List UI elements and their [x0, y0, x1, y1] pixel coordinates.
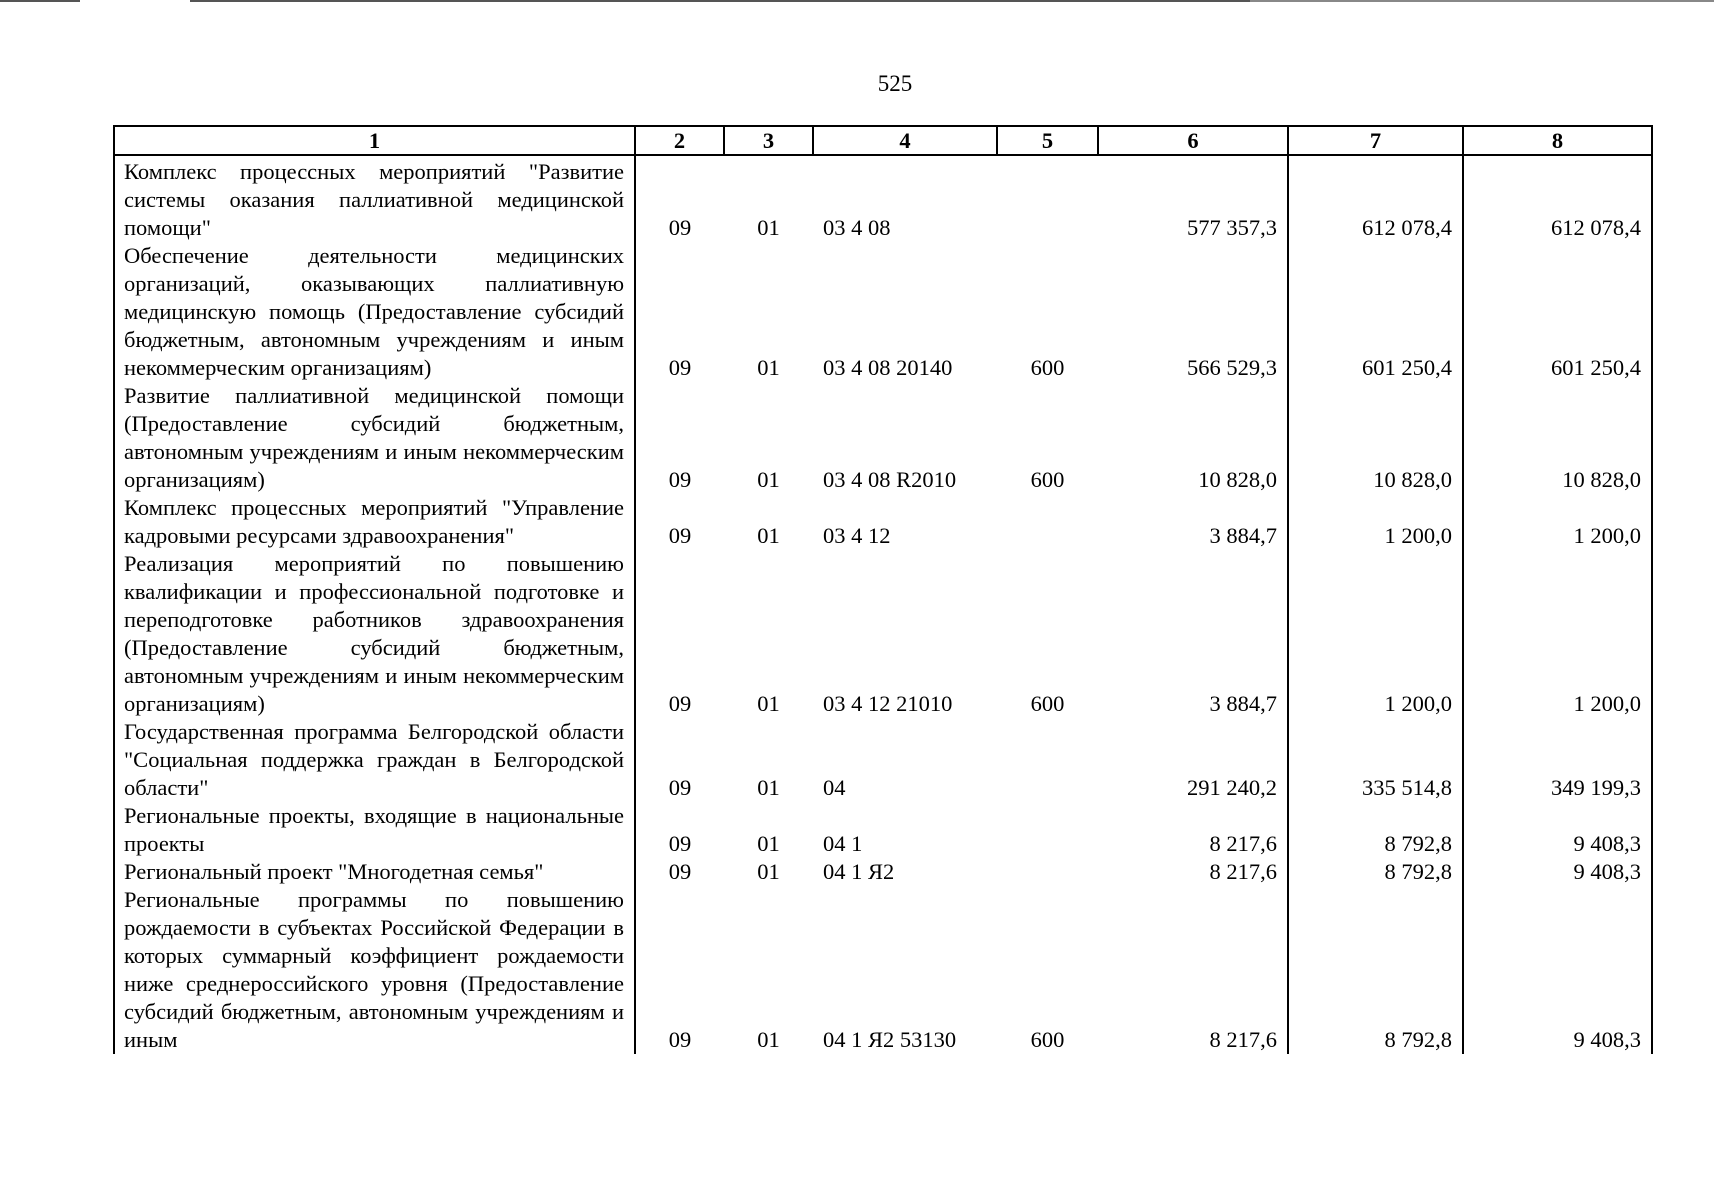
column-header: 3 [724, 126, 813, 155]
cell-amount-year-3: 9 408,3 [1463, 886, 1652, 1054]
table-row [114, 858, 1652, 886]
cell-amount-year-1: 291 240,2 [1098, 718, 1288, 802]
cell-expense-type [997, 718, 1098, 802]
cell-amount-year-3: 9 408,3 [1463, 802, 1652, 858]
cell-amount-year-2: 8 792,8 [1288, 802, 1463, 858]
cell-amount-year-1: 8 217,6 [1098, 858, 1288, 886]
column-header: 8 [1463, 126, 1652, 155]
cell-target-article: 04 1 Я2 53130 [823, 1027, 957, 1052]
cell-amount-year-1: 8 217,6 [1098, 802, 1288, 858]
column-header: 2 [635, 126, 724, 155]
cell-section: 09 [668, 1027, 692, 1052]
cell-section: 09 [668, 215, 692, 240]
table-row [114, 242, 1652, 382]
cell-subsection: 01 [757, 355, 780, 380]
column-header: 5 [997, 126, 1098, 155]
cell-amount-year-3: 1 200,0 [1463, 550, 1652, 718]
cell-target-article: 03 4 12 [823, 523, 891, 548]
row-name: Государственная программа Белгородской области "Социальная поддержка граждан в Белгородской области" [114, 718, 635, 802]
table-row [114, 382, 1652, 494]
table-row [114, 155, 1652, 242]
row-name: Комплекс процессных мероприятий "Управление кадровыми ресурсами здравоохранения" [114, 494, 635, 550]
cell-subsection: 01 [757, 467, 780, 492]
cell-amount-year-2: 8 792,8 [1288, 858, 1463, 886]
column-header: 4 [813, 126, 997, 155]
row-name: Региональные проекты, входящие в национальные проекты [114, 802, 635, 858]
cell-expense-type [997, 858, 1098, 886]
cell-subsection: 01 [757, 691, 780, 716]
cell-expense-type [997, 155, 1098, 242]
cell-amount-year-2: 601 250,4 [1288, 242, 1463, 382]
cell-expense-type: 600 [1030, 691, 1065, 716]
cell-expense-type [997, 494, 1098, 550]
row-name: Обеспечение деятельности медицинских организаций, оказывающих паллиативную медицинскую помощь (Предоставление субсидий бюджетным, автономным учреждениям и иным некоммерческим организациям) [114, 242, 635, 382]
row-name: Региональный проект "Многодетная семья" [114, 858, 635, 886]
cell-section: 09 [668, 859, 692, 884]
cell-amount-year-3: 612 078,4 [1463, 155, 1652, 242]
scan-edge-line [190, 0, 1250, 2]
cell-subsection: 01 [757, 523, 780, 548]
cell-target-article: 03 4 08 [823, 215, 891, 240]
row-name: Развитие паллиативной медицинской помощи (Предоставление субсидий бюджетным, автономным учреждениям и иным некоммерческим организациям) [114, 382, 635, 494]
cell-subsection: 01 [757, 215, 780, 240]
cell-subsection: 01 [757, 1027, 780, 1052]
cell-section: 09 [668, 831, 692, 856]
cell-amount-year-2: 612 078,4 [1288, 155, 1463, 242]
cell-amount-year-1: 3 884,7 [1098, 494, 1288, 550]
row-name: Региональные программы по повышению рождаемости в субъектах Российской Федерации в которых суммарный коэффициент рождаемости ниже среднероссийского уровня (Предоставление субсидий бюджетным, автономным учреждениям и иным [114, 886, 635, 1054]
column-header: 6 [1098, 126, 1288, 155]
cell-subsection: 01 [757, 775, 780, 800]
cell-target-article: 03 4 08 20140 [823, 355, 953, 380]
cell-amount-year-2: 335 514,8 [1288, 718, 1463, 802]
cell-amount-year-1: 566 529,3 [1098, 242, 1288, 382]
scan-edge-line [0, 0, 80, 2]
cell-target-article: 04 1 Я2 [823, 859, 895, 884]
cell-subsection: 01 [757, 859, 780, 884]
page-number: 525 [877, 71, 913, 96]
cell-target-article: 04 1 [823, 831, 863, 856]
table-row [114, 718, 1652, 802]
cell-expense-type: 600 [1030, 355, 1065, 380]
column-header: 7 [1288, 126, 1463, 155]
table-row [114, 550, 1652, 718]
row-name: Комплекс процессных мероприятий "Развитие системы оказания паллиативной медицинской помощи" [114, 155, 635, 242]
table-body [114, 155, 1652, 1054]
cell-section: 09 [668, 775, 692, 800]
column-header: 1 [114, 126, 635, 155]
cell-amount-year-1: 8 217,6 [1098, 886, 1288, 1054]
table-row [114, 886, 1652, 1054]
cell-expense-type: 600 [1030, 1027, 1065, 1052]
cell-amount-year-2: 1 200,0 [1288, 494, 1463, 550]
cell-amount-year-3: 349 199,3 [1463, 718, 1652, 802]
cell-amount-year-2: 1 200,0 [1288, 550, 1463, 718]
cell-target-article: 03 4 12 21010 [823, 691, 953, 716]
cell-target-article: 03 4 08 R2010 [823, 467, 957, 492]
cell-amount-year-2: 10 828,0 [1288, 382, 1463, 494]
table-row [114, 802, 1652, 858]
scan-edge-line [1250, 0, 1714, 2]
budget-table [113, 125, 1653, 1054]
cell-expense-type: 600 [1030, 467, 1065, 492]
cell-amount-year-1: 10 828,0 [1098, 382, 1288, 494]
cell-section: 09 [668, 355, 692, 380]
cell-section: 09 [668, 467, 692, 492]
table-header-row [114, 126, 1652, 155]
cell-subsection: 01 [757, 831, 780, 856]
cell-amount-year-3: 9 408,3 [1463, 858, 1652, 886]
cell-section: 09 [668, 523, 692, 548]
table-row [114, 494, 1652, 550]
cell-amount-year-1: 3 884,7 [1098, 550, 1288, 718]
cell-target-article: 04 [823, 775, 846, 800]
cell-amount-year-2: 8 792,8 [1288, 886, 1463, 1054]
cell-amount-year-3: 10 828,0 [1463, 382, 1652, 494]
cell-amount-year-3: 1 200,0 [1463, 494, 1652, 550]
cell-amount-year-3: 601 250,4 [1463, 242, 1652, 382]
cell-amount-year-1: 577 357,3 [1098, 155, 1288, 242]
cell-section: 09 [668, 691, 692, 716]
row-name: Реализация мероприятий по повышению квалификации и профессиональной подготовке и переподготовке работников здравоохранения (Предоставление субсидий бюджетным, автономным учреждениям и иным некоммерческим организациям) [114, 550, 635, 718]
cell-expense-type [997, 802, 1098, 858]
